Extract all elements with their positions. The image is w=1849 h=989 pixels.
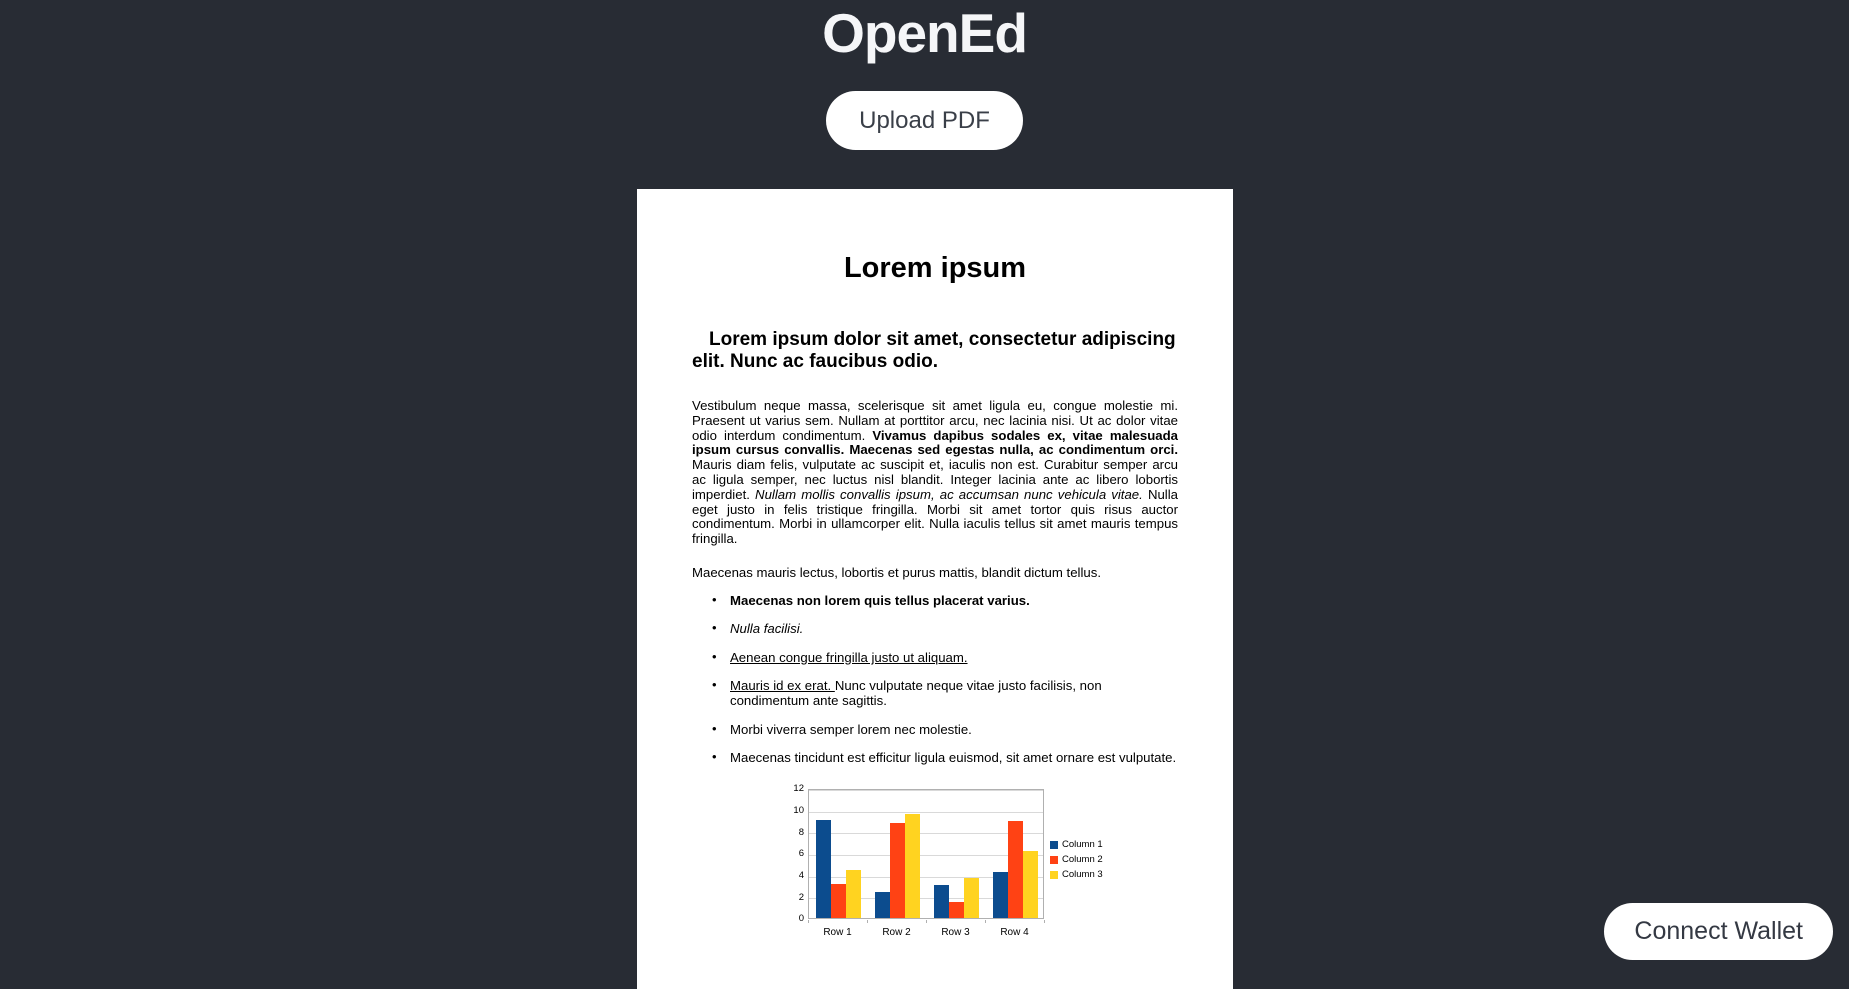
body-text-segment: Vestibulum neque massa, scelerisque sit amet ligula eu, congue molestie mi. Praesent ut varius sem. Nullam at porttitor arcu, nec lacinia nisi. Ut ac dolor vitae odio interdum condimentum.: [692, 398, 1178, 443]
x-axis-tick: [926, 920, 927, 923]
x-axis-label: Row 2: [882, 927, 911, 939]
legend-swatch: [1050, 841, 1058, 849]
body-text-italic-segment: Nullam mollis convallis ipsum, ac accumsan nunc vehicula vitae.: [755, 486, 1143, 502]
list-item-text: Nunc vulputate neque vitae justo facilisis, non condimentum ante sagittis.: [730, 678, 1102, 709]
x-axis-label: Row 3: [941, 927, 970, 939]
legend-item: [1050, 854, 1103, 865]
x-axis-label: Row 4: [1000, 927, 1029, 939]
legend-item: [1050, 869, 1103, 880]
legend-label: Column 3: [1062, 869, 1103, 881]
list-item-text: Morbi viverra semper lorem nec molestie.: [730, 721, 972, 737]
x-axis-label: Row 1: [823, 927, 852, 939]
y-axis-label: 12: [793, 783, 804, 795]
list-item: [692, 722, 1178, 737]
body-text-segment: Mauris diam felis, vulputate ac suscipit et, iaculis non est. Curabitur semper arcu ac ligula semper, nec luctus nisl blandit. Integer lacinia ante ac libero lobortis imperdiet.: [692, 457, 1178, 502]
bullet-icon: •: [712, 648, 717, 664]
x-axis-tick: [1044, 920, 1045, 923]
chart-plot-area: [808, 789, 1044, 919]
list-item: [692, 621, 1178, 636]
y-axis-label: 4: [798, 870, 804, 882]
list-item: [692, 593, 1178, 608]
connect-wallet-button[interactable]: Connect Wallet: [1604, 903, 1833, 960]
bullet-icon: •: [712, 749, 717, 765]
document-title: Lorem ipsum: [843, 252, 1027, 284]
bar: [875, 892, 890, 918]
list-item-lead-text: Mauris id ex erat.: [730, 678, 835, 694]
bullet-list: [692, 593, 1178, 766]
bar: [890, 823, 905, 918]
legend-swatch: [1050, 871, 1058, 879]
bar: [934, 885, 949, 919]
y-axis-label: 0: [798, 913, 804, 925]
list-item-text: Nulla facilisi.: [730, 621, 804, 637]
x-axis-tick: [867, 920, 868, 923]
bullet-icon: •: [712, 620, 717, 636]
bar: [846, 870, 861, 919]
bar-chart: [786, 783, 1116, 951]
pdf-page: [637, 189, 1233, 989]
bar: [1023, 851, 1038, 918]
list-item: [692, 750, 1178, 765]
bullet-icon: •: [712, 591, 717, 607]
list-item-text: Aenean congue fringilla justo ut aliquam.: [730, 649, 968, 665]
body-text-bold-segment: Vivamus dapibus sodales ex, vitae malesuada ipsum cursus convallis. Maecenas sed egestas nulla, ac condimentum orci.: [692, 427, 1178, 458]
legend-label: Column 2: [1062, 854, 1103, 866]
bar: [949, 902, 964, 918]
legend-swatch: [1050, 856, 1058, 864]
paragraph-maecenas: Maecenas mauris lectus, lobortis et purus mattis, blandit dictum tellus.: [692, 564, 1101, 580]
bar: [831, 884, 846, 919]
list-item: [692, 650, 1178, 665]
y-axis-label: 8: [798, 826, 804, 838]
bar: [1008, 821, 1023, 919]
bar: [816, 820, 831, 919]
grid-line: [809, 790, 1043, 791]
y-axis-label: 10: [793, 805, 804, 817]
legend-item: [1050, 839, 1103, 850]
y-axis-label: 2: [798, 891, 804, 903]
chart-legend: [1050, 839, 1103, 884]
app-header: [0, 0, 1849, 150]
list-item-text: Maecenas tincidunt est efficitur ligula euismod, sit amet ornare est vulputate.: [730, 750, 1177, 766]
bar: [964, 878, 979, 918]
list-item: [692, 678, 1178, 708]
x-axis-tick: [808, 920, 809, 923]
body-text-segment: Nulla eget justo in felis tristique fringilla. Morbi sit amet tortor quis risus auctor condimentum. Morbi in ullamcorper elit. Nulla iaculis tellus sit amet mauris tempus fringilla.: [692, 486, 1178, 547]
list-item-text: Maecenas non lorem quis tellus placerat varius.: [730, 592, 1030, 608]
bullet-icon: •: [712, 720, 717, 736]
grid-line: [809, 812, 1043, 813]
intro-paragraph: Lorem ipsum dolor sit amet, consectetur adipiscing elit. Nunc ac faucibus odio.: [692, 329, 1176, 372]
upload-pdf-button[interactable]: Upload PDF: [826, 91, 1023, 150]
app-title: OpenEd: [822, 2, 1027, 64]
bar: [905, 814, 920, 918]
bar: [993, 872, 1008, 919]
bullet-icon: •: [712, 677, 717, 693]
body-paragraph: [692, 399, 1178, 547]
x-axis-tick: [985, 920, 986, 923]
y-axis-label: 6: [798, 848, 804, 860]
legend-label: Column 1: [1062, 839, 1103, 851]
